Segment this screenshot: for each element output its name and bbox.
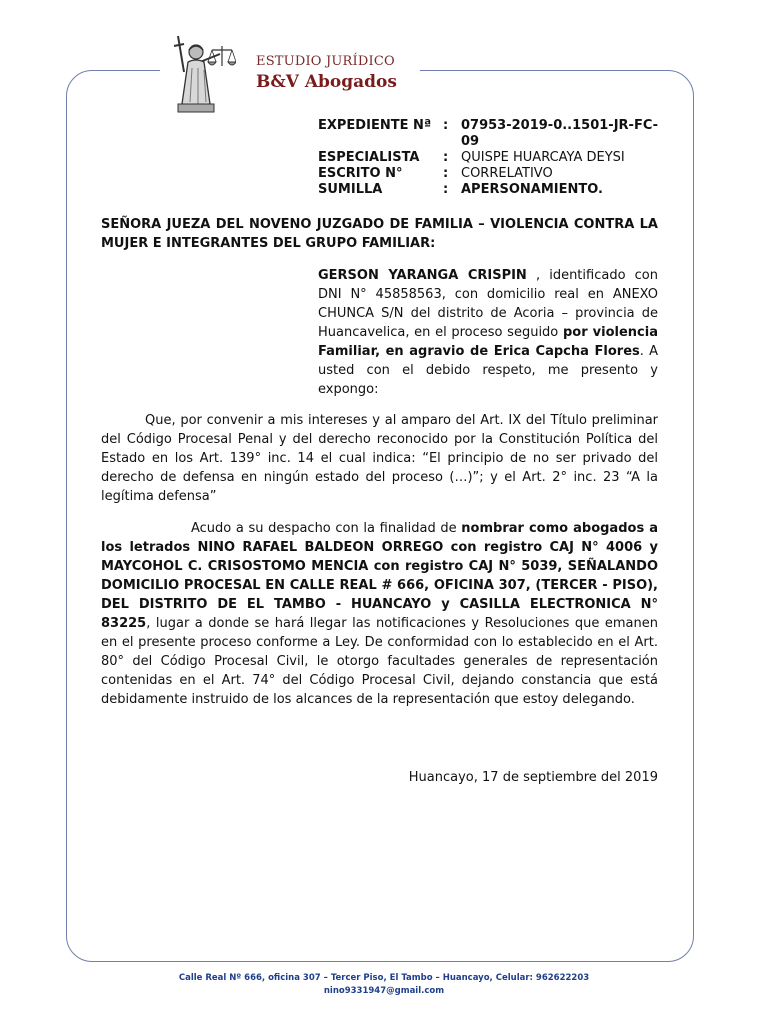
page-border-frame <box>66 70 694 962</box>
meta-value: APERSONAMIENTO. <box>461 182 603 197</box>
footer-address: Calle Real Nº 666, oficina 307 – Tercer Piso, El Tambo – Huancayo, Celular: 962622203 <box>178 973 590 983</box>
intro-text-1: , identificado con DNI N° 45858563, con domicilio real en ANEXO CHUNCA S/N del distrito de Acoria – provincia de Huancavelica, en el proceso seguido <box>318 268 658 340</box>
paragraph-legal-basis <box>101 411 658 506</box>
paragraph-2-bold: nombrar como abogados a los letrados NINO RAFAEL BALDEON ORREGO con registro CAJ N° 4006 y MAYCOHOL C. CRISOSTOMO MENCIA con registro CAJ N° 5039, SEÑALANDO DOMICILIO PROCESAL EN CALLE REAL # 666, OFICINA 307, (TERCER - PISO), DEL DISTRITO DE EL TAMBO - HUANCAYO y CASILLA ELECTRONICA N° 83225 <box>101 521 658 631</box>
meta-row-escrito <box>318 166 663 182</box>
meta-key: EXPEDIENTE Nª <box>318 118 432 133</box>
meta-key: ESCRITO N° <box>318 166 403 181</box>
footer-email: nino9331947@gmail.com <box>323 986 445 996</box>
firm-subtitle: ESTUDIO JURÍDICO <box>256 54 395 69</box>
letterhead <box>160 28 420 118</box>
petitioner-name: GERSON YARANGA CRISPIN <box>318 268 527 283</box>
petitioner-intro <box>318 266 658 399</box>
firm-name: B&V Abogados <box>256 72 397 92</box>
meta-row-especialista <box>318 150 663 166</box>
paragraph-appointment <box>101 519 658 709</box>
meta-row-expediente <box>318 118 663 150</box>
meta-colon: : <box>443 182 449 197</box>
meta-key: ESPECIALISTA <box>318 150 420 165</box>
meta-colon: : <box>443 166 449 181</box>
meta-key: SUMILLA <box>318 182 383 197</box>
paragraph-1-text: Que, por convenir a mis intereses y al amparo del Art. IX del Título preliminar del Código Procesal Penal y del derecho reconocido por la Constitución Política del Estado en los Art. 139° inc. 14 el cual indica: “El principio de no ser privado del derecho de defensa en ningún estado del proceso (…)”; y el Art. 2° inc. 23 “A la legítima defensa” <box>101 413 658 504</box>
meta-value: QUISPE HUARCAYA DEYSI <box>461 150 625 165</box>
paragraph-2-text-2: , lugar a donde se hará llegar las notificaciones y Resoluciones que emanen en el presente proceso conforme a Ley. De conformidad con lo establecido en el Art. 80° del Código Procesal Civil, le otorgo facultades generales de representación contenidas en el Art. 74° del Código Procesal Civil, dejando constancia que está debidamente instruido de los alcances de la representación que estoy delegando. <box>101 616 658 707</box>
court-addressee: SEÑORA JUEZA DEL NOVENO JUZGADO DE FAMILIA – VIOLENCIA CONTRA LA MUJER E INTEGRANTES DEL GRUPO FAMILIAR: <box>101 217 658 251</box>
paragraph-2-text-1: Acudo a su despacho con la finalidad de <box>191 521 462 536</box>
meta-value: 07953-2019-0..1501-JR-FC-09 <box>461 118 659 149</box>
intro-case-bold: por violencia Familiar, en agravio de Erica Capcha Flores <box>318 325 658 359</box>
case-metadata <box>318 118 663 198</box>
date-line: Huancayo, 17 de septiembre del 2019 <box>408 770 658 785</box>
meta-colon: : <box>443 118 449 133</box>
intro-text-2: . A usted con el debido respeto, me presento y expongo: <box>318 344 658 397</box>
meta-row-sumilla <box>318 182 663 198</box>
lady-justice-icon <box>164 32 236 114</box>
footer <box>0 972 768 998</box>
meta-colon: : <box>443 150 449 165</box>
meta-value: CORRELATIVO <box>461 166 553 181</box>
